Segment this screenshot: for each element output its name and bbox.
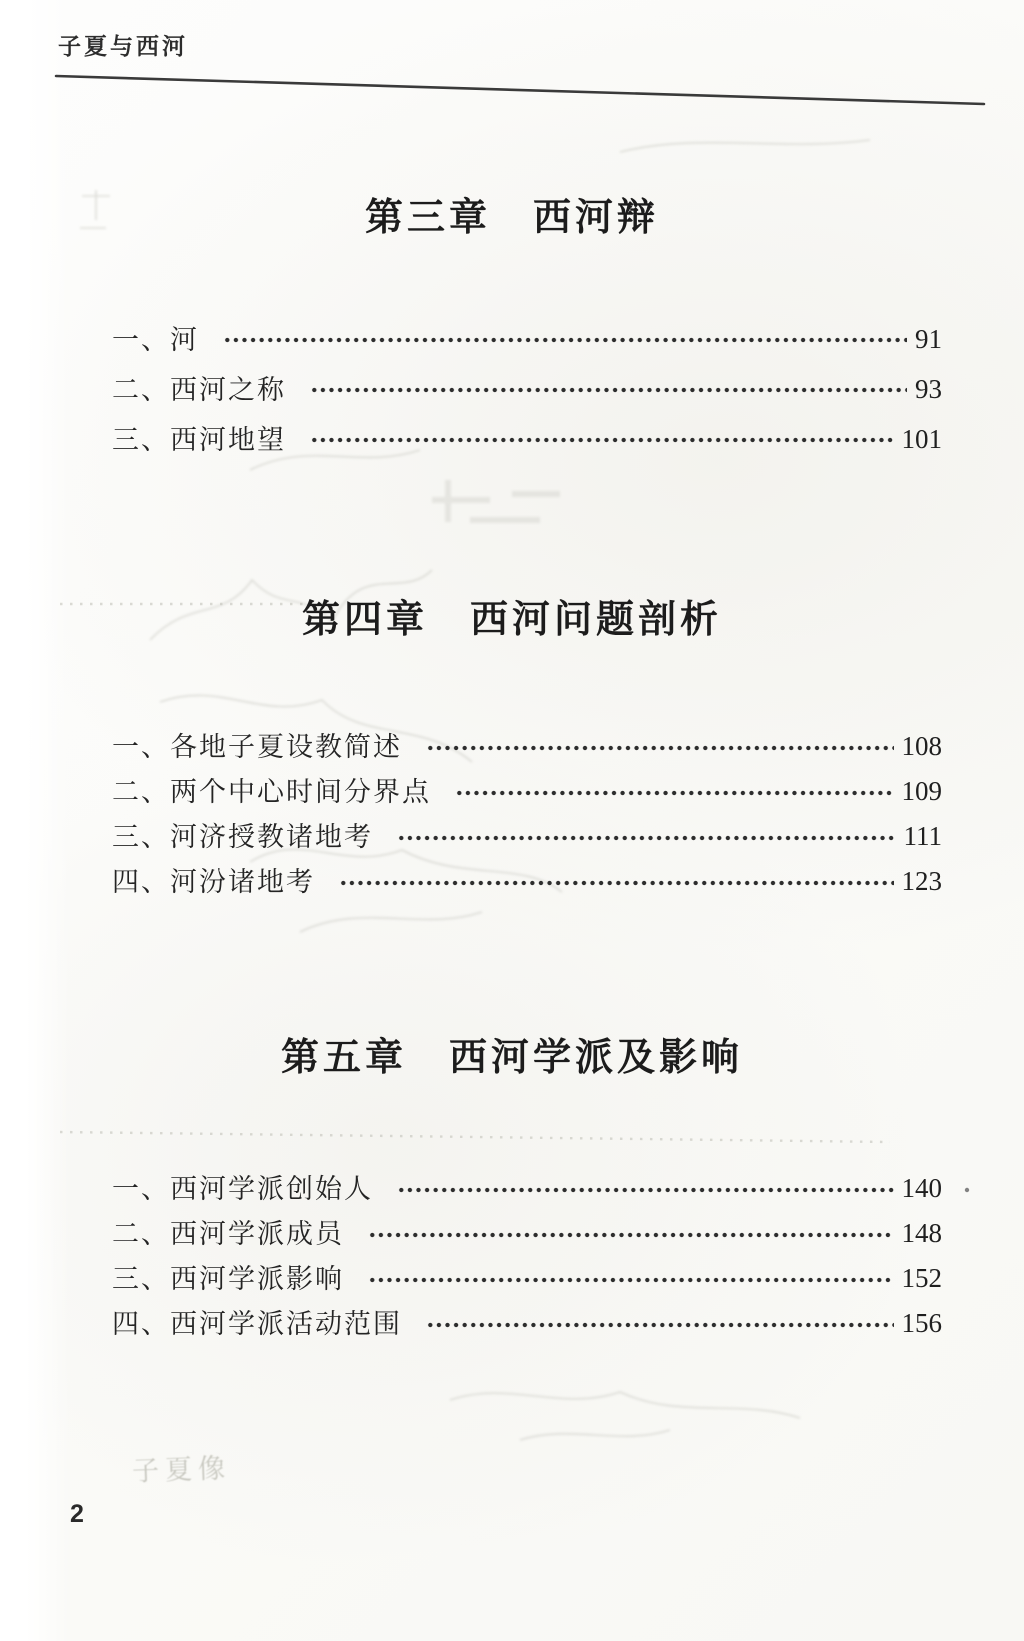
header-rule-line [36, 64, 988, 112]
toc-entry-page: 101 [901, 423, 942, 454]
toc-entry [112, 412, 942, 462]
toc-entry-page: 140 [901, 1173, 942, 1203]
toc-entry [112, 1299, 942, 1344]
toc-entry-page: 156 [901, 1308, 942, 1338]
toc-entry-label: 二、两个中心时间分界点 [112, 777, 431, 807]
dot-leader [339, 869, 894, 897]
dot-leader [368, 1266, 894, 1294]
toc-entry-label: 二、西河学派成员 [112, 1219, 344, 1249]
toc-entry-label: 三、西河学派影响 [112, 1264, 344, 1294]
folio-page-number: 2 [70, 1500, 84, 1528]
ghost-caption-showthrough: 子夏像 [131, 1453, 232, 1487]
dot-leader [397, 824, 896, 852]
dot-leader [455, 779, 894, 807]
toc-entry [112, 1209, 942, 1254]
chapter-5-entries [112, 1164, 942, 1344]
toc-entry [112, 1164, 942, 1209]
chapter-4-title: 第四章 西河问题剖析 [301, 599, 722, 641]
toc-entry [112, 312, 942, 362]
toc-entry-label: 三、西河地望 [112, 424, 286, 455]
dot-leader [426, 1311, 894, 1339]
dot-leader [310, 376, 907, 404]
toc-entry-label: 一、河 [112, 324, 199, 355]
toc-entry-page: 152 [901, 1263, 942, 1293]
chapter-3-entries [112, 312, 942, 462]
dot-leader [426, 734, 894, 762]
dot-leader [397, 1176, 894, 1204]
toc-entry-label: 四、河汾诸地考 [112, 867, 315, 897]
dot-leader [223, 326, 907, 354]
toc-entry-label: 一、西河学派创始人 [112, 1174, 373, 1204]
toc-entry-label: 四、西河学派活动范围 [112, 1309, 402, 1339]
dot-leader [310, 426, 894, 454]
toc-entry-page: 111 [903, 821, 942, 851]
toc-entry [112, 767, 942, 812]
toc-entry-page: 93 [915, 373, 942, 404]
toc-entry [112, 722, 942, 767]
chapter-4-entries [112, 722, 942, 902]
toc-entry-label: 三、河济授教诸地考 [112, 822, 373, 852]
running-header-book-title: 子夏与西河 [58, 34, 188, 59]
toc-entry [112, 1254, 942, 1299]
toc-entry-page: 91 [915, 323, 942, 354]
toc-entry [112, 857, 942, 902]
toc-entry-label: 二、西河之称 [112, 374, 286, 405]
dot-leader [368, 1221, 894, 1249]
toc-entry-label: 一、各地子夏设教简述 [112, 732, 402, 762]
toc-entry-page: 109 [901, 776, 942, 806]
toc-entry [112, 362, 942, 412]
chapter-3-title: 第三章 西河辩 [364, 197, 659, 239]
chapter-5-title: 第五章 西河学派及影响 [280, 1037, 743, 1079]
toc-entry-page: 123 [901, 866, 942, 896]
toc-entry-page: 108 [901, 731, 942, 761]
toc-entry [112, 812, 942, 857]
toc-entry-page: 148 [901, 1218, 942, 1248]
